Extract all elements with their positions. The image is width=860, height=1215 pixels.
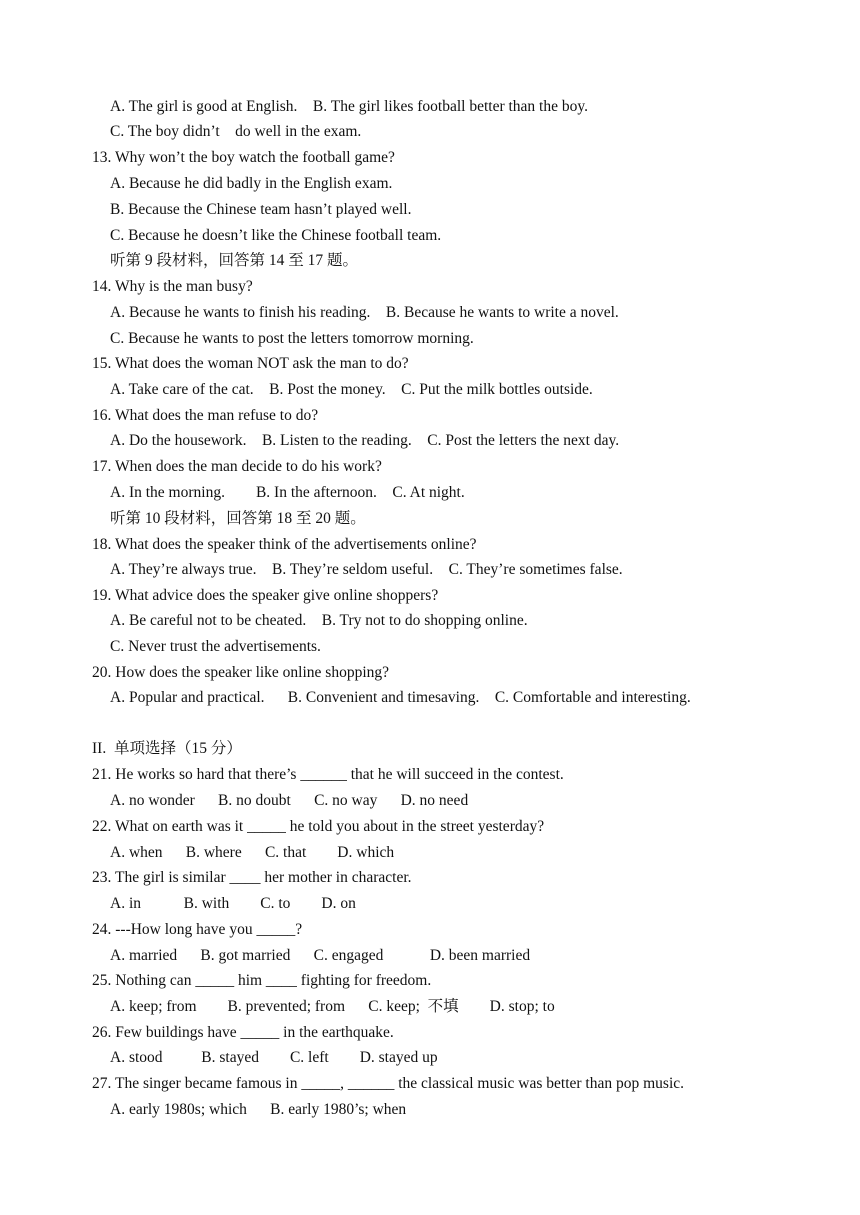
question-text: 18. What does the speaker think of the advertisements online? <box>92 536 477 553</box>
question-text: 22. What on earth was it _____ he told you about in the street yesterday? <box>92 818 545 835</box>
option-text: A. Be careful not to be cheated. B. Try not to do shopping online. <box>110 612 528 629</box>
option-text: A. Popular and practical. B. Convenient and timesaving. C. Comfortable and interesting. <box>110 689 691 706</box>
question-text: 24. ---How long have you _____? <box>92 921 303 938</box>
question-text: 15. What does the woman NOT ask the man to do? <box>92 355 409 372</box>
option-text: A. Because he wants to finish his reading. B. Because he wants to write a novel. <box>110 304 619 321</box>
question-text: 17. When does the man decide to do his work? <box>92 458 382 475</box>
option-text: 听第 10 段材料，回答第 18 至 20 题。 <box>110 510 366 527</box>
option-text: C. Never trust the advertisements. <box>110 638 321 655</box>
question-text: 26. Few buildings have _____ in the earthquake. <box>92 1024 394 1041</box>
option-text: A. stood B. stayed C. left D. stayed up <box>110 1049 438 1066</box>
option-text: A. In the morning. B. In the afternoon. C. At night. <box>110 484 465 501</box>
option-text: 听第 9 段材料，回答第 14 至 17 题。 <box>110 252 359 269</box>
question-text: 23. The girl is similar ____ her mother in character. <box>92 869 412 886</box>
option-text: C. Because he wants to post the letters tomorrow morning. <box>110 330 474 347</box>
option-text: A. married B. got married C. engaged D. been married <box>110 947 531 964</box>
question-text: 25. Nothing can _____ him ____ fighting for freedom. <box>92 972 432 989</box>
option-text: A. when B. where C. that D. which <box>110 844 395 861</box>
question-text: 14. Why is the man busy? <box>92 278 253 295</box>
option-text: A. early 1980s; which B. early 1980’s; when <box>110 1101 407 1118</box>
question-text: 19. What advice does the speaker give online shoppers? <box>92 587 439 604</box>
question-text: 16. What does the man refuse to do? <box>92 407 319 424</box>
option-text: A. in B. with C. to D. on <box>110 895 356 912</box>
question-text: 13. Why won’t the boy watch the football game? <box>92 149 395 166</box>
option-text: C. The boy didn’t do well in the exam. <box>110 123 362 140</box>
option-text: B. Because the Chinese team hasn’t played well. <box>110 201 412 218</box>
option-text: A. no wonder B. no doubt C. no way D. no need <box>110 792 469 809</box>
question-text: 27. The singer became famous in _____, ______ the classical music was better than pop music. <box>92 1075 685 1092</box>
question-text: 20. How does the speaker like online shopping? <box>92 664 390 681</box>
option-text: A. keep; from B. prevented; from C. keep; 不填 D. stop; to <box>110 998 555 1015</box>
option-text: A. Because he did badly in the English exam. <box>110 175 393 192</box>
option-text: A. Take care of the cat. B. Post the money. C. Put the milk bottles outside. <box>110 381 593 398</box>
option-text: C. Because he doesn’t like the Chinese football team. <box>110 227 442 244</box>
option-text: A. They’re always true. B. They’re seldom useful. C. They’re sometimes false. <box>110 561 623 578</box>
section-heading: II. 单项选择（15 分） <box>92 740 242 757</box>
option-text: A. The girl is good at English. B. The girl likes football better than the boy. <box>110 98 588 115</box>
question-text: 21. He works so hard that there’s ______ that he will succeed in the contest. <box>92 766 564 783</box>
option-text: A. Do the housework. B. Listen to the reading. C. Post the letters the next day. <box>110 432 620 449</box>
